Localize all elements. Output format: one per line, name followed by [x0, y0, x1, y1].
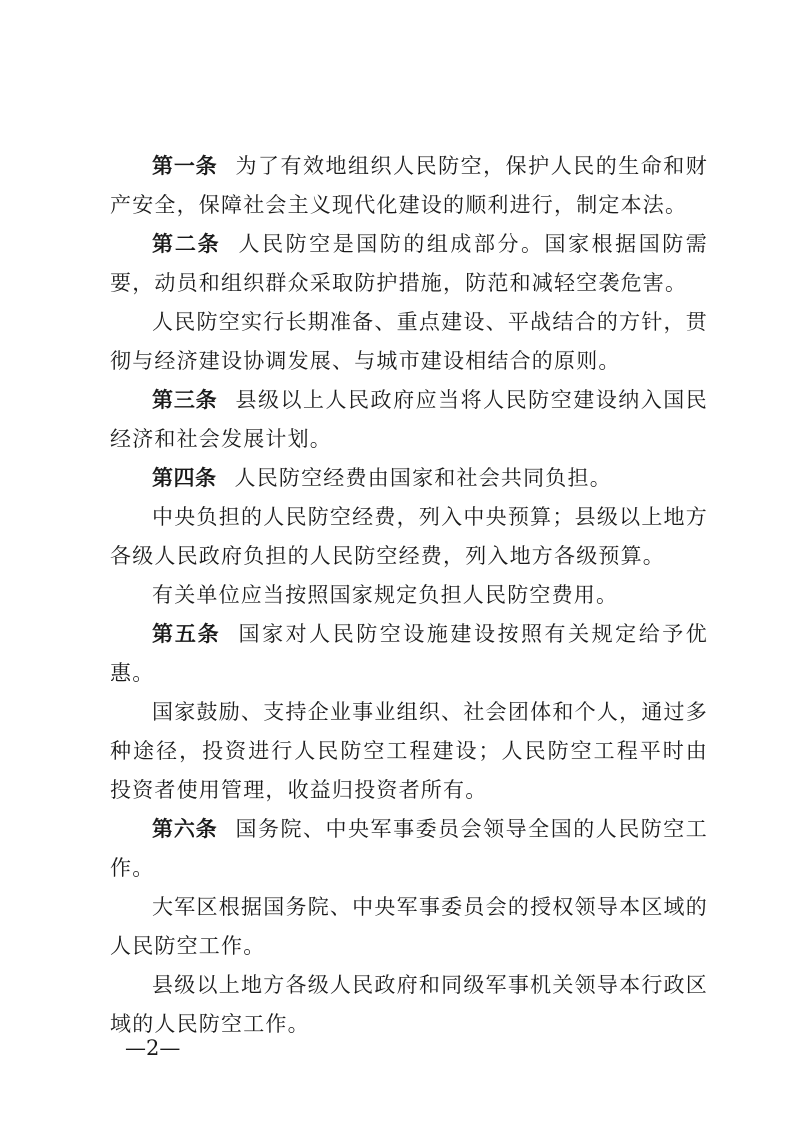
paragraph-text: 国务院、中央军事委员会领导全国的人民防空工作。	[110, 817, 708, 880]
article-4-clause-3	[110, 576, 708, 615]
article-2-clause-2	[110, 303, 708, 381]
article-5-clause-2	[110, 693, 708, 810]
article-label: 第三条	[152, 388, 218, 412]
paragraph-text: 县级以上人民政府应当将人民防空建设纳入国民经济和社会发展计划。	[110, 388, 708, 451]
article-label: 第六条	[152, 817, 218, 841]
article-4-clause-2	[110, 498, 708, 576]
paragraph-text: 为了有效地组织人民防空，保护人民的生命和财产安全，保障社会主义现代化建设的顺利进行，制定本法。	[110, 154, 708, 217]
paragraph-text: 有关单位应当按照国家规定负担人民防空费用。	[152, 583, 619, 607]
article-label: 第二条	[152, 232, 221, 256]
article-6-clause-3	[110, 966, 708, 1044]
article-4-paragraph	[110, 459, 708, 498]
article-label: 第一条	[152, 154, 218, 178]
article-1-paragraph	[110, 147, 708, 225]
article-6-paragraph	[110, 810, 708, 888]
paragraph-text: 人民防空实行长期准备、重点建设、平战结合的方针，贯彻与经济建设协调发展、与城市建设相结合的原则。	[110, 310, 708, 373]
article-2-paragraph	[110, 225, 708, 303]
paragraph-text: 中央负担的人民防空经费，列入中央预算；县级以上地方各级人民政府负担的人民防空经费，列入地方各级预算。	[110, 505, 708, 568]
page-number: —2—	[125, 1036, 181, 1060]
paragraph-text: 人民防空是国防的组成部分。国家根据国防需要，动员和组织群众采取防护措施，防范和减轻空袭危害。	[110, 232, 709, 295]
article-5-paragraph	[110, 615, 708, 693]
paragraph-text: 县级以上地方各级人民政府和同级军事机关领导本行政区域的人民防空工作。	[110, 973, 708, 1036]
paragraph-text: 大军区根据国务院、中央军事委员会的授权领导本区域的人民防空工作。	[110, 895, 708, 958]
paragraph-text: 国家鼓励、支持企业事业组织、社会团体和个人，通过多种途径，投资进行人民防空工程建设；人民防空工程平时由投资者使用管理，收益归投资者所有。	[110, 700, 708, 802]
paragraph-text: 人民防空经费由国家和社会共同负担。	[234, 466, 612, 490]
document-body	[110, 147, 708, 1044]
article-label: 第四条	[152, 466, 217, 490]
paragraph-text: 国家对人民防空设施建设按照有关规定给予优惠。	[110, 622, 709, 685]
article-6-clause-2	[110, 888, 708, 966]
article-3-paragraph	[110, 381, 708, 459]
article-label: 第五条	[152, 622, 221, 646]
